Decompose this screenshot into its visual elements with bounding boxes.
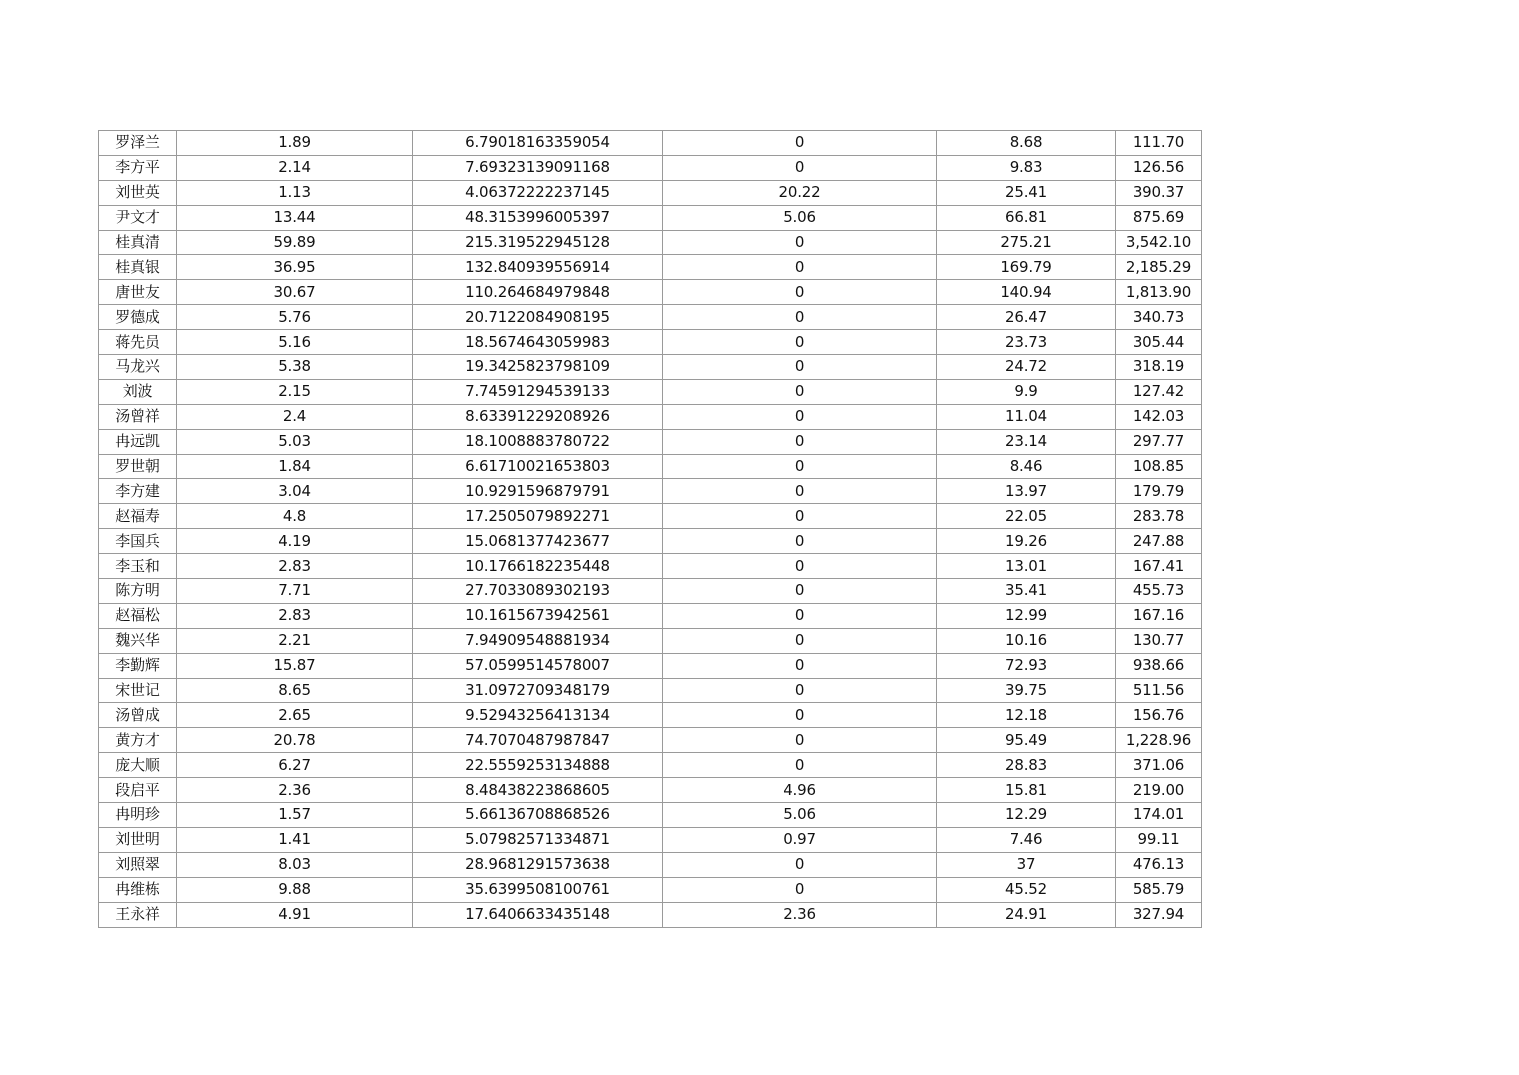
value-cell-d: 11.04: [937, 404, 1116, 429]
value-cell-d: 22.05: [937, 504, 1116, 529]
value-cell-c: 0: [663, 155, 937, 180]
value-cell-d: 39.75: [937, 678, 1116, 703]
amount-cell: 126.56: [1116, 155, 1202, 180]
name-cell: 唐世友: [99, 280, 177, 305]
name-cell: 冉维栋: [99, 877, 177, 902]
table-row: [99, 280, 1202, 305]
value-cell-d: 10.16: [937, 628, 1116, 653]
value-cell-b: 74.7070487987847: [413, 728, 663, 753]
table-row: [99, 155, 1202, 180]
amount-cell: 327.94: [1116, 902, 1202, 927]
name-cell: 刘照翠: [99, 852, 177, 877]
table-row: [99, 205, 1202, 230]
table-row: [99, 379, 1202, 404]
value-cell-c: 0: [663, 728, 937, 753]
value-cell-d: 72.93: [937, 653, 1116, 678]
name-cell: 段启平: [99, 778, 177, 803]
name-cell: 刘世明: [99, 827, 177, 852]
value-cell-b: 8.63391229208926: [413, 404, 663, 429]
value-cell-c: 0: [663, 852, 937, 877]
value-cell-b: 132.840939556914: [413, 255, 663, 280]
amount-cell: 297.77: [1116, 429, 1202, 454]
value-cell-d: 28.83: [937, 753, 1116, 778]
amount-cell: 371.06: [1116, 753, 1202, 778]
value-cell-b: 15.0681377423677: [413, 529, 663, 554]
value-cell-b: 35.6399508100761: [413, 877, 663, 902]
value-cell-d: 13.97: [937, 479, 1116, 504]
amount-cell: 247.88: [1116, 529, 1202, 554]
table-row: [99, 579, 1202, 604]
value-cell-c: 0: [663, 554, 937, 579]
table-row: [99, 603, 1202, 628]
name-cell: 魏兴华: [99, 628, 177, 653]
value-cell-d: 95.49: [937, 728, 1116, 753]
value-cell-b: 20.7122084908195: [413, 305, 663, 330]
data-table: [98, 130, 1202, 928]
value-cell-b: 27.7033089302193: [413, 579, 663, 604]
name-cell: 罗泽兰: [99, 131, 177, 156]
value-cell-b: 7.69323139091168: [413, 155, 663, 180]
table-row: [99, 180, 1202, 205]
value-cell-b: 31.0972709348179: [413, 678, 663, 703]
table-row: [99, 131, 1202, 156]
value-cell-d: 12.99: [937, 603, 1116, 628]
value-cell-a: 5.38: [177, 355, 413, 380]
amount-cell: 99.11: [1116, 827, 1202, 852]
value-cell-d: 24.91: [937, 902, 1116, 927]
value-cell-b: 18.1008883780722: [413, 429, 663, 454]
name-cell: 罗德成: [99, 305, 177, 330]
amount-cell: 455.73: [1116, 579, 1202, 604]
table-row: [99, 678, 1202, 703]
value-cell-c: 0: [663, 877, 937, 902]
value-cell-a: 1.57: [177, 803, 413, 828]
value-cell-d: 9.9: [937, 379, 1116, 404]
value-cell-c: 0: [663, 753, 937, 778]
value-cell-c: 0: [663, 255, 937, 280]
value-cell-b: 22.5559253134888: [413, 753, 663, 778]
name-cell: 黄方才: [99, 728, 177, 753]
value-cell-a: 2.83: [177, 554, 413, 579]
value-cell-d: 37: [937, 852, 1116, 877]
table-row: [99, 778, 1202, 803]
name-cell: 王永祥: [99, 902, 177, 927]
table-row: [99, 230, 1202, 255]
value-cell-a: 5.76: [177, 305, 413, 330]
value-cell-c: 0: [663, 529, 937, 554]
amount-cell: 156.76: [1116, 703, 1202, 728]
value-cell-d: 12.18: [937, 703, 1116, 728]
name-cell: 桂真清: [99, 230, 177, 255]
table-row: [99, 255, 1202, 280]
value-cell-d: 35.41: [937, 579, 1116, 604]
name-cell: 桂真银: [99, 255, 177, 280]
value-cell-a: 2.65: [177, 703, 413, 728]
name-cell: 冉远凯: [99, 429, 177, 454]
value-cell-b: 10.9291596879791: [413, 479, 663, 504]
value-cell-b: 48.3153996005397: [413, 205, 663, 230]
name-cell: 庞大顺: [99, 753, 177, 778]
value-cell-d: 15.81: [937, 778, 1116, 803]
value-cell-b: 57.0599514578007: [413, 653, 663, 678]
value-cell-b: 5.07982571334871: [413, 827, 663, 852]
name-cell: 李国兵: [99, 529, 177, 554]
value-cell-c: 0: [663, 579, 937, 604]
value-cell-b: 17.2505079892271: [413, 504, 663, 529]
value-cell-c: 0: [663, 379, 937, 404]
amount-cell: 142.03: [1116, 404, 1202, 429]
table-row: [99, 479, 1202, 504]
value-cell-a: 4.8: [177, 504, 413, 529]
name-cell: 蒋先员: [99, 330, 177, 355]
value-cell-d: 26.47: [937, 305, 1116, 330]
name-cell: 李勤辉: [99, 653, 177, 678]
name-cell: 汤曾祥: [99, 404, 177, 429]
value-cell-d: 66.81: [937, 205, 1116, 230]
table-row: [99, 628, 1202, 653]
value-cell-a: 1.89: [177, 131, 413, 156]
table-row: [99, 803, 1202, 828]
value-cell-a: 36.95: [177, 255, 413, 280]
table-row: [99, 852, 1202, 877]
value-cell-c: 0: [663, 131, 937, 156]
table-row: [99, 902, 1202, 927]
value-cell-d: 45.52: [937, 877, 1116, 902]
value-cell-d: 140.94: [937, 280, 1116, 305]
table-row: [99, 429, 1202, 454]
value-cell-d: 9.83: [937, 155, 1116, 180]
value-cell-c: 0: [663, 678, 937, 703]
name-cell: 宋世记: [99, 678, 177, 703]
value-cell-c: 0: [663, 355, 937, 380]
value-cell-a: 30.67: [177, 280, 413, 305]
table-row: [99, 653, 1202, 678]
value-cell-a: 2.21: [177, 628, 413, 653]
amount-cell: 2,185.29: [1116, 255, 1202, 280]
value-cell-d: 12.29: [937, 803, 1116, 828]
table-row: [99, 554, 1202, 579]
table-row: [99, 728, 1202, 753]
value-cell-b: 18.5674643059983: [413, 330, 663, 355]
value-cell-d: 23.14: [937, 429, 1116, 454]
amount-cell: 390.37: [1116, 180, 1202, 205]
table-row: [99, 454, 1202, 479]
name-cell: 冉明珍: [99, 803, 177, 828]
value-cell-b: 28.9681291573638: [413, 852, 663, 877]
value-cell-b: 17.6406633435148: [413, 902, 663, 927]
value-cell-b: 215.319522945128: [413, 230, 663, 255]
amount-cell: 111.70: [1116, 131, 1202, 156]
name-cell: 汤曾成: [99, 703, 177, 728]
amount-cell: 305.44: [1116, 330, 1202, 355]
value-cell-d: 13.01: [937, 554, 1116, 579]
value-cell-a: 20.78: [177, 728, 413, 753]
value-cell-b: 7.74591294539133: [413, 379, 663, 404]
value-cell-c: 0: [663, 479, 937, 504]
value-cell-c: 0: [663, 703, 937, 728]
value-cell-a: 2.15: [177, 379, 413, 404]
amount-cell: 108.85: [1116, 454, 1202, 479]
value-cell-a: 4.19: [177, 529, 413, 554]
value-cell-c: 0: [663, 429, 937, 454]
amount-cell: 130.77: [1116, 628, 1202, 653]
value-cell-a: 2.83: [177, 603, 413, 628]
value-cell-a: 7.71: [177, 579, 413, 604]
value-cell-b: 9.52943256413134: [413, 703, 663, 728]
value-cell-d: 7.46: [937, 827, 1116, 852]
value-cell-d: 275.21: [937, 230, 1116, 255]
amount-cell: 174.01: [1116, 803, 1202, 828]
value-cell-c: 2.36: [663, 902, 937, 927]
table-row: [99, 827, 1202, 852]
value-cell-a: 1.13: [177, 180, 413, 205]
name-cell: 罗世朝: [99, 454, 177, 479]
value-cell-a: 8.03: [177, 852, 413, 877]
value-cell-c: 0: [663, 280, 937, 305]
value-cell-b: 10.1766182235448: [413, 554, 663, 579]
table-row: [99, 404, 1202, 429]
table-row: [99, 305, 1202, 330]
value-cell-b: 6.61710021653803: [413, 454, 663, 479]
value-cell-c: 0: [663, 653, 937, 678]
name-cell: 李方平: [99, 155, 177, 180]
name-cell: 刘波: [99, 379, 177, 404]
name-cell: 刘世英: [99, 180, 177, 205]
value-cell-c: 5.06: [663, 803, 937, 828]
amount-cell: 167.16: [1116, 603, 1202, 628]
value-cell-c: 0: [663, 628, 937, 653]
value-cell-c: 4.96: [663, 778, 937, 803]
value-cell-c: 0: [663, 603, 937, 628]
amount-cell: 340.73: [1116, 305, 1202, 330]
table-row: [99, 529, 1202, 554]
value-cell-a: 3.04: [177, 479, 413, 504]
name-cell: 赵福寿: [99, 504, 177, 529]
value-cell-a: 6.27: [177, 753, 413, 778]
amount-cell: 3,542.10: [1116, 230, 1202, 255]
value-cell-d: 25.41: [937, 180, 1116, 205]
table-row: [99, 877, 1202, 902]
name-cell: 陈方明: [99, 579, 177, 604]
table-row: [99, 753, 1202, 778]
value-cell-c: 0: [663, 454, 937, 479]
name-cell: 马龙兴: [99, 355, 177, 380]
amount-cell: 179.79: [1116, 479, 1202, 504]
value-cell-d: 23.73: [937, 330, 1116, 355]
table-row: [99, 330, 1202, 355]
name-cell: 赵福松: [99, 603, 177, 628]
value-cell-a: 8.65: [177, 678, 413, 703]
name-cell: 李方建: [99, 479, 177, 504]
name-cell: 尹文才: [99, 205, 177, 230]
amount-cell: 318.19: [1116, 355, 1202, 380]
table-row: [99, 703, 1202, 728]
amount-cell: 127.42: [1116, 379, 1202, 404]
amount-cell: 219.00: [1116, 778, 1202, 803]
value-cell-a: 2.14: [177, 155, 413, 180]
value-cell-b: 10.1615673942561: [413, 603, 663, 628]
amount-cell: 283.78: [1116, 504, 1202, 529]
value-cell-c: 0: [663, 230, 937, 255]
value-cell-a: 59.89: [177, 230, 413, 255]
value-cell-a: 5.16: [177, 330, 413, 355]
value-cell-b: 5.66136708868526: [413, 803, 663, 828]
value-cell-a: 13.44: [177, 205, 413, 230]
table-row: [99, 504, 1202, 529]
value-cell-b: 7.94909548881934: [413, 628, 663, 653]
name-cell: 李玉和: [99, 554, 177, 579]
value-cell-d: 8.46: [937, 454, 1116, 479]
table-row: [99, 355, 1202, 380]
value-cell-d: 19.26: [937, 529, 1116, 554]
value-cell-a: 4.91: [177, 902, 413, 927]
value-cell-b: 6.79018163359054: [413, 131, 663, 156]
amount-cell: 1,228.96: [1116, 728, 1202, 753]
amount-cell: 585.79: [1116, 877, 1202, 902]
value-cell-b: 19.3425823798109: [413, 355, 663, 380]
value-cell-d: 24.72: [937, 355, 1116, 380]
amount-cell: 511.56: [1116, 678, 1202, 703]
amount-cell: 167.41: [1116, 554, 1202, 579]
value-cell-c: 0.97: [663, 827, 937, 852]
value-cell-d: 8.68: [937, 131, 1116, 156]
value-cell-a: 1.84: [177, 454, 413, 479]
table-body: [99, 131, 1202, 928]
value-cell-a: 1.41: [177, 827, 413, 852]
value-cell-a: 15.87: [177, 653, 413, 678]
value-cell-c: 0: [663, 330, 937, 355]
value-cell-a: 9.88: [177, 877, 413, 902]
amount-cell: 875.69: [1116, 205, 1202, 230]
amount-cell: 476.13: [1116, 852, 1202, 877]
value-cell-b: 110.264684979848: [413, 280, 663, 305]
value-cell-c: 20.22: [663, 180, 937, 205]
amount-cell: 938.66: [1116, 653, 1202, 678]
value-cell-c: 0: [663, 404, 937, 429]
value-cell-b: 8.48438223868605: [413, 778, 663, 803]
value-cell-c: 0: [663, 504, 937, 529]
amount-cell: 1,813.90: [1116, 280, 1202, 305]
value-cell-c: 0: [663, 305, 937, 330]
value-cell-a: 2.4: [177, 404, 413, 429]
value-cell-d: 169.79: [937, 255, 1116, 280]
value-cell-c: 5.06: [663, 205, 937, 230]
value-cell-a: 5.03: [177, 429, 413, 454]
value-cell-a: 2.36: [177, 778, 413, 803]
value-cell-b: 4.06372222237145: [413, 180, 663, 205]
